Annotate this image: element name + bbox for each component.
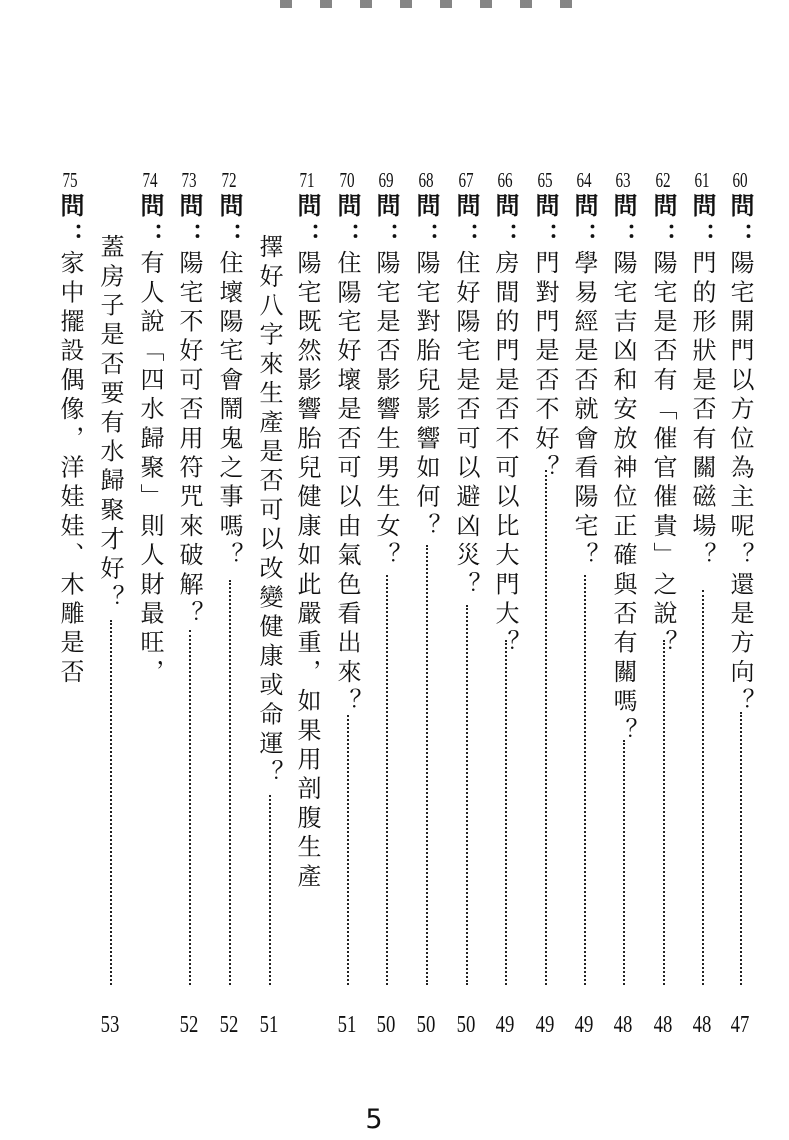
question-text-continued: 擇好八字來生產是否可以改變健康或命運？ [255, 234, 283, 789]
question-label: 問： [531, 193, 559, 252]
question-number: 68 [418, 168, 434, 192]
toc-entry [211, 0, 247, 1140]
dot-leader [386, 575, 388, 985]
dot-leader [347, 715, 349, 985]
question-text: 房間的門是否不可以比大門大？ [491, 250, 519, 659]
page-ref: 48 [653, 1012, 673, 1038]
toc-entry [329, 0, 365, 1140]
question-label: 問： [649, 193, 677, 252]
toc-entry [605, 0, 641, 1140]
dot-leader [623, 740, 625, 985]
question-text: 陽宅是否影響生男生女？ [372, 250, 400, 572]
question-label: 問： [372, 193, 400, 252]
question-label: 問： [136, 193, 164, 252]
dot-leader [110, 620, 112, 985]
question-label: 問： [570, 193, 598, 252]
question-number: 71 [299, 168, 315, 192]
page-ref: 47 [730, 1012, 750, 1038]
page-ref: 51 [337, 1012, 357, 1038]
dot-leader [505, 640, 507, 985]
page-ref: 48 [692, 1012, 712, 1038]
toc-entry [368, 0, 404, 1140]
page-ref: 50 [416, 1012, 436, 1038]
page-ref: 51 [259, 1012, 279, 1038]
toc-entry-continuation [92, 0, 128, 1140]
toc-entry [566, 0, 602, 1140]
question-text: 家中擺設偶像，洋娃娃、木雕是否 [56, 250, 84, 688]
question-label: 問： [333, 193, 361, 252]
toc-entry [52, 0, 88, 1140]
question-text: 學易經是否就會看陽宅？ [570, 250, 598, 572]
question-number: 69 [378, 168, 394, 192]
dot-leader [663, 640, 665, 985]
question-text: 陽宅吉凶和安放神位正確與否有關嗎？ [609, 250, 637, 747]
toc-entry [722, 0, 758, 1140]
toc-entry [132, 0, 168, 1140]
question-label: 問： [688, 193, 716, 252]
question-label: 問： [412, 193, 440, 252]
page-ref: 52 [219, 1012, 239, 1038]
question-label: 問： [452, 193, 480, 252]
question-text: 住陽宅好壞是否可以由氣色看出來？ [333, 250, 361, 718]
toc-entry [487, 0, 523, 1140]
question-label: 問： [175, 193, 203, 252]
question-text: 陽宅既然影響胎兒健康如此嚴重，如果用剖腹生產 [293, 250, 321, 893]
dot-leader [584, 575, 586, 985]
question-label: 問： [726, 193, 754, 252]
question-number: 74 [142, 168, 158, 192]
page-ref: 53 [100, 1012, 120, 1038]
toc-entry [684, 0, 720, 1140]
page-ref: 50 [456, 1012, 476, 1038]
toc-entry [448, 0, 484, 1140]
page-ref: 50 [376, 1012, 396, 1038]
toc-entry-continuation [251, 0, 287, 1140]
toc-entry [289, 0, 325, 1140]
toc-entry [408, 0, 444, 1140]
page-number: 5 [365, 1104, 383, 1135]
toc-entry [645, 0, 681, 1140]
dot-leader [740, 712, 742, 985]
dot-leader [545, 470, 547, 985]
question-text: 住好陽宅是否可以避凶災？ [452, 250, 480, 601]
page-ref: 48 [613, 1012, 633, 1038]
page-ref: 49 [535, 1012, 555, 1038]
question-label: 問： [293, 193, 321, 252]
dot-leader [269, 795, 271, 985]
dot-leader [426, 545, 428, 985]
question-number: 73 [181, 168, 197, 192]
question-label: 問： [56, 193, 84, 252]
question-number: 61 [694, 168, 710, 192]
question-number: 63 [615, 168, 631, 192]
dot-leader [702, 590, 704, 985]
page-ref: 49 [495, 1012, 515, 1038]
question-text: 陽宅不好可否用符咒來破解？ [175, 250, 203, 630]
question-label: 問： [491, 193, 519, 252]
question-number: 72 [221, 168, 237, 192]
question-text: 門對門是否不好？ [531, 250, 559, 484]
dot-leader [229, 580, 231, 985]
question-text: 門的形狀是否有關磁場？ [688, 250, 716, 572]
question-number: 64 [576, 168, 592, 192]
question-number: 60 [732, 168, 748, 192]
question-number: 70 [339, 168, 355, 192]
page-ref: 49 [574, 1012, 594, 1038]
question-number: 75 [62, 168, 78, 192]
question-number: 65 [537, 168, 553, 192]
question-text: 陽宅開門以方位為主呢？還是方向？ [726, 250, 754, 718]
question-text: 陽宅是否有「催官催貴」之說？ [649, 250, 677, 659]
question-number: 62 [655, 168, 671, 192]
page-ref: 52 [179, 1012, 199, 1038]
dot-leader [189, 630, 191, 985]
question-label: 問： [609, 193, 637, 252]
question-text: 陽宅對胎兒影響如何？ [412, 250, 440, 542]
question-number: 66 [497, 168, 513, 192]
question-text: 有人說「四水歸聚」則人財最旺， [136, 250, 164, 688]
toc-entry [527, 0, 563, 1140]
question-label: 問： [215, 193, 243, 252]
dot-leader [466, 605, 468, 985]
question-text-continued: 蓋房子是否要有水歸聚才好？ [96, 234, 124, 614]
question-text: 住壞陽宅會鬧鬼之事嗎？ [215, 250, 243, 572]
question-number: 67 [458, 168, 474, 192]
toc-entry [171, 0, 207, 1140]
